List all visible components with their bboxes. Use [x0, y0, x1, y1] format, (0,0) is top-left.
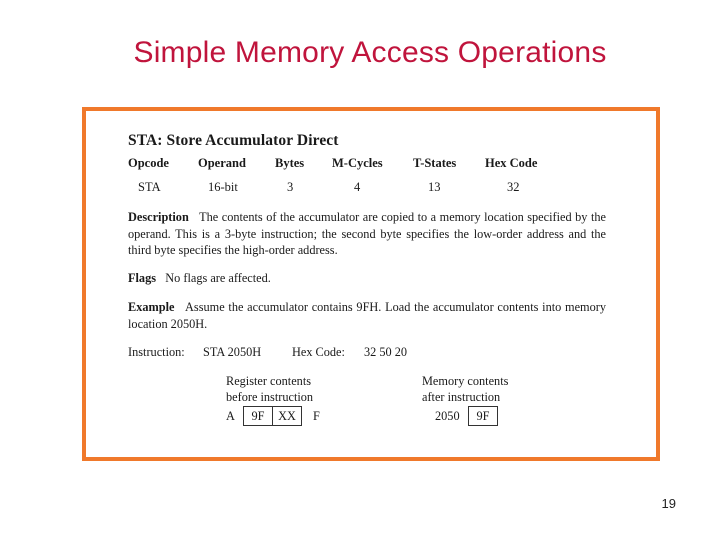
value-t-states: 13 [428, 180, 441, 194]
instruction-heading: STA: Store Accumulator Direct [128, 132, 339, 149]
value-m-cycles: 4 [354, 180, 361, 194]
example-paragraph [128, 299, 606, 332]
example-text: Assume the accumulator contains 9FH. Load the accumulator contents into memory location 2050H. [128, 300, 607, 331]
description-text: The contents of the accumulator are copied to a memory location specified by the operand. This is a 3-byte instruction; the second byte specifies the low-order address and the third byte specifies the high-order address. [128, 210, 606, 257]
register-flags-value: XX [272, 406, 302, 426]
col-header-t-states: T-States [413, 156, 457, 170]
hex-code-label: Hex Code: [292, 345, 345, 359]
memory-caption-line-2: after instruction [422, 390, 501, 404]
flags-paragraph [128, 270, 606, 287]
col-header-bytes: Bytes [275, 156, 305, 170]
value-hex-code: 32 [507, 180, 520, 194]
flags-label: Flags [128, 271, 157, 285]
register-a-label: A [226, 409, 235, 423]
register-f-label: F [313, 409, 320, 423]
memory-caption-line-1: Memory contents [422, 374, 509, 388]
instruction-value: STA 2050H [203, 345, 262, 359]
flags-text: No flags are affected. [165, 271, 271, 285]
register-a-value: 9F [243, 406, 273, 426]
value-bytes: 3 [287, 180, 294, 194]
col-header-hex-code: Hex Code [485, 156, 538, 170]
page-number: 19 [661, 496, 676, 511]
register-caption-line-2: before instruction [226, 390, 314, 404]
instruction-card-frame [82, 107, 660, 461]
slide-title: Simple Memory Access Operations [133, 36, 607, 69]
value-opcode: STA [138, 180, 161, 194]
instruction-card [86, 111, 656, 457]
description-label: Description [128, 210, 189, 224]
description-paragraph [128, 209, 606, 259]
value-operand: 16-bit [208, 180, 238, 194]
register-caption-line-1: Register contents [226, 374, 312, 388]
hex-code-value: 32 50 20 [364, 345, 408, 359]
col-header-operand: Operand [198, 156, 246, 170]
col-header-m-cycles: M-Cycles [332, 156, 383, 170]
memory-value: 9F [468, 406, 498, 426]
col-header-opcode: Opcode [128, 156, 169, 170]
memory-address: 2050 [435, 409, 460, 423]
example-label: Example [128, 300, 175, 314]
instruction-label: Instruction: [128, 345, 185, 359]
